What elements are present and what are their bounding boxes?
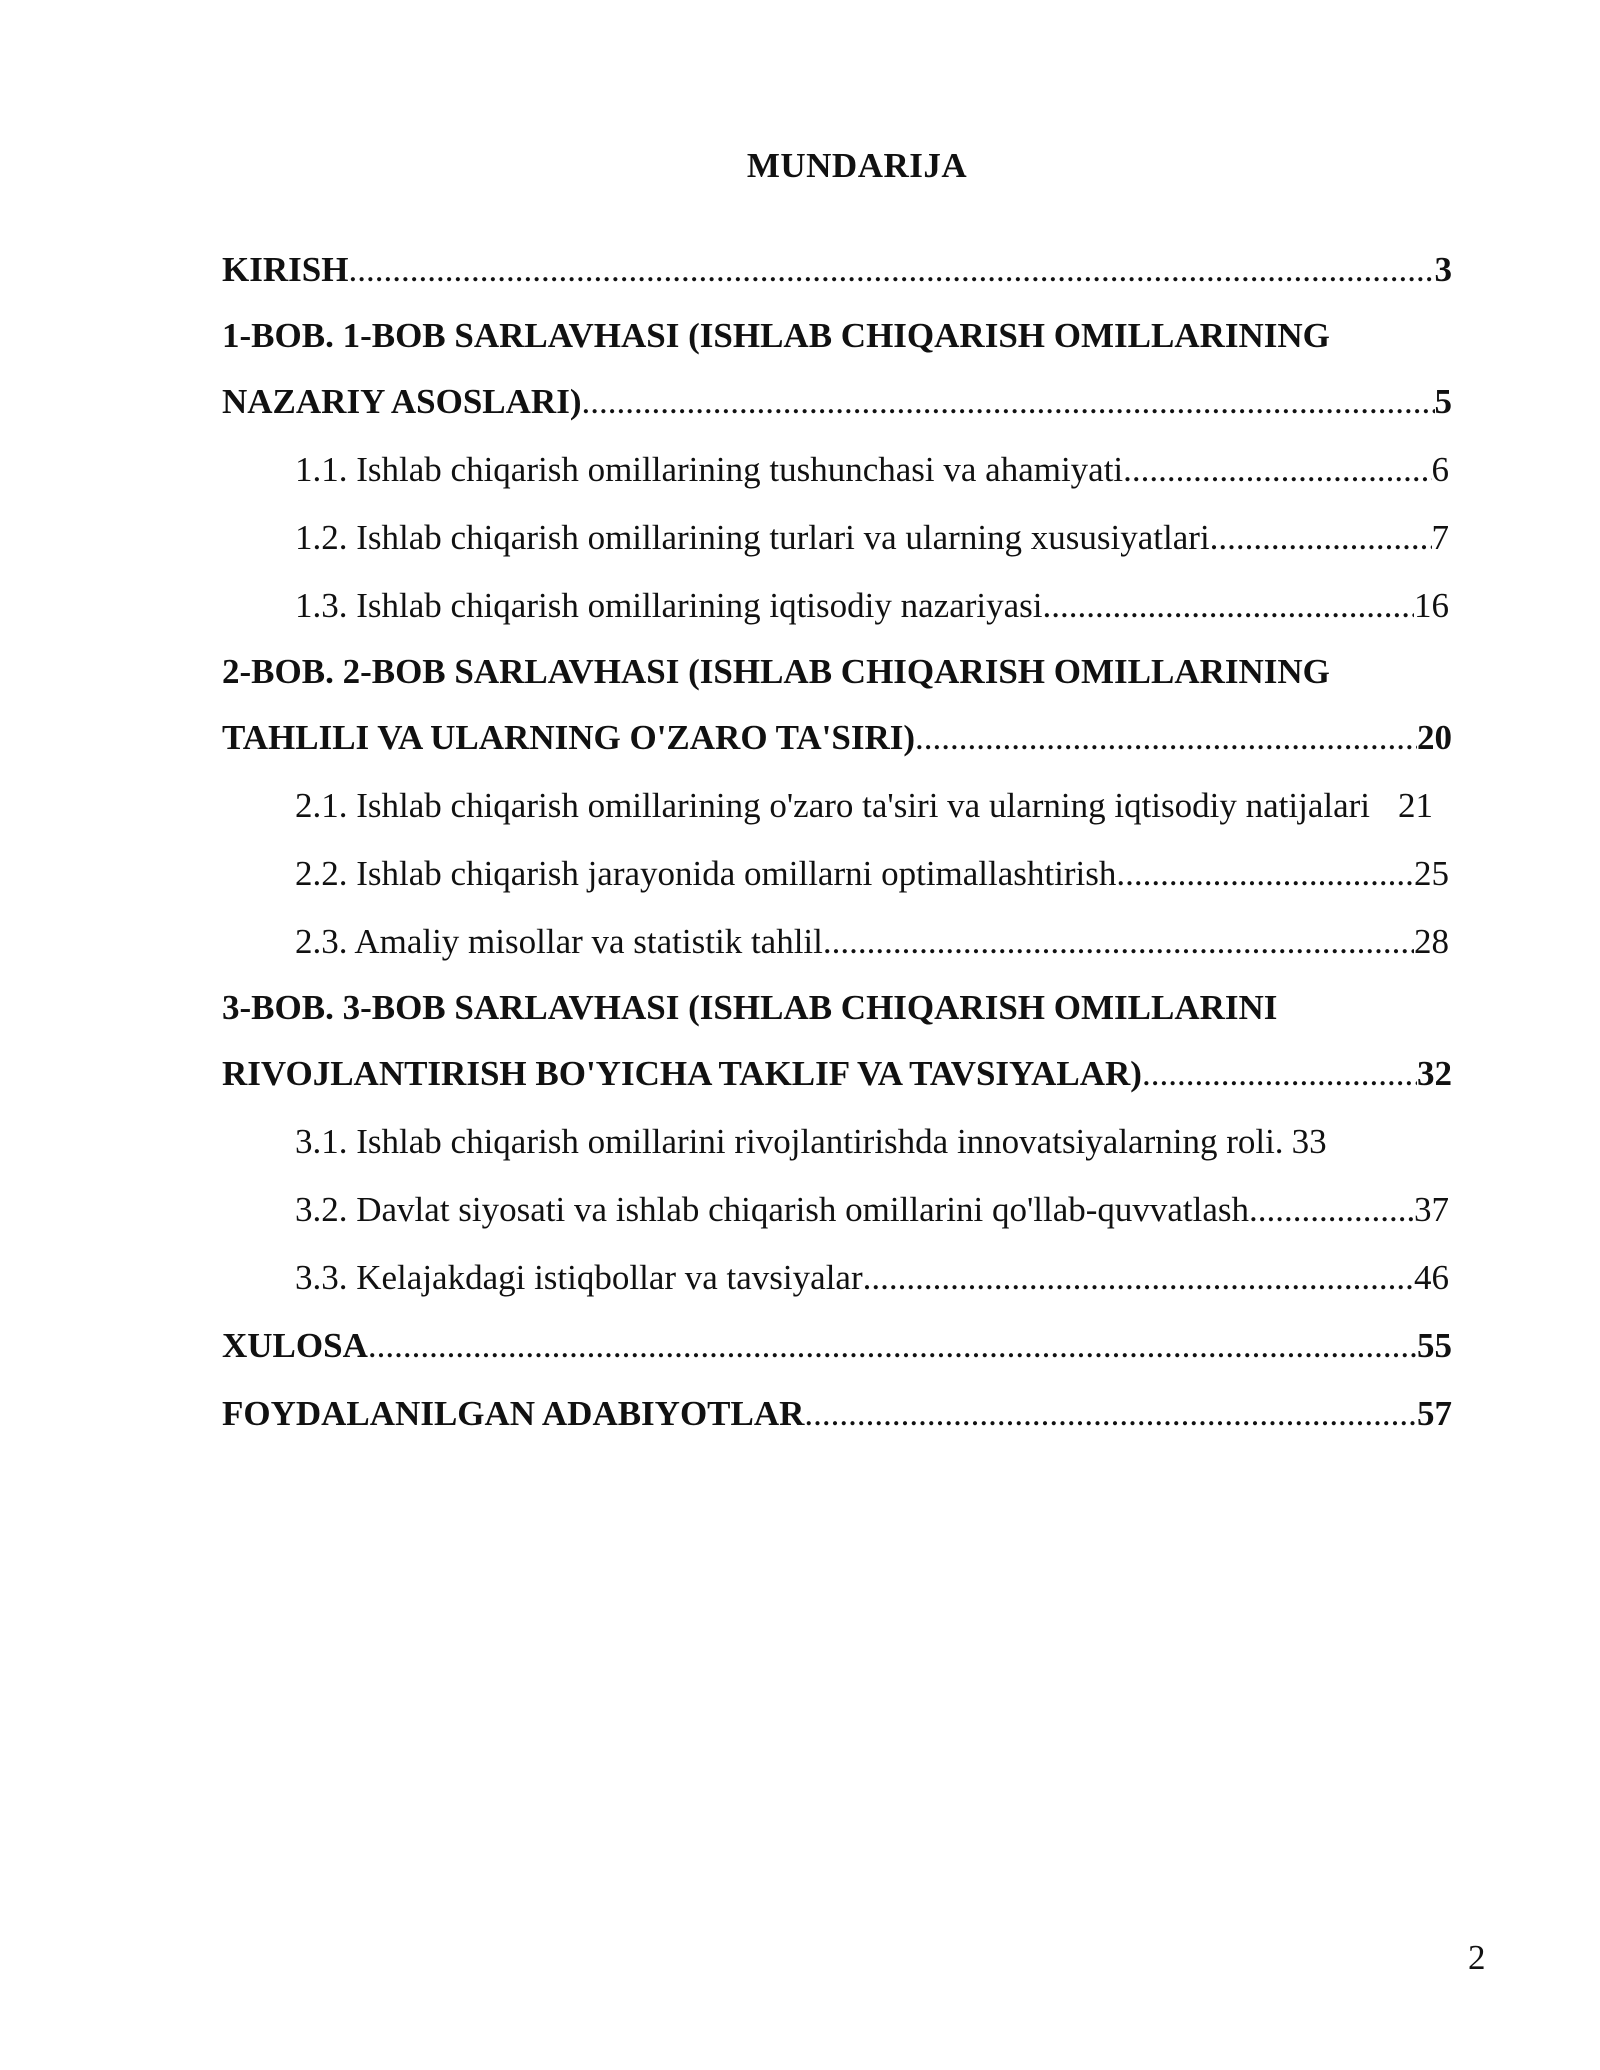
toc-chapter-1-heading-line-1[interactable] bbox=[222, 304, 1452, 368]
leader-dots bbox=[348, 236, 1434, 304]
toc-page-number: 6 bbox=[1431, 450, 1449, 489]
toc-section-2-3[interactable] bbox=[222, 908, 1449, 976]
toc-section-label: 2.2. Ishlab chiqarish jarayonida omillarni optimallashtirish bbox=[295, 854, 1117, 893]
leader-dots bbox=[823, 908, 1414, 976]
toc-page-number: 3 bbox=[1434, 250, 1452, 289]
toc-section-3-2[interactable] bbox=[222, 1176, 1449, 1244]
toc-section-2-2[interactable] bbox=[222, 840, 1449, 908]
toc-page-number: 21 bbox=[1398, 786, 1434, 825]
toc-page-number: 32 bbox=[1417, 1054, 1452, 1093]
toc-page-number: 28 bbox=[1414, 922, 1449, 961]
toc-chapter-label: 2-BOB. 2-BOB SARLAVHASI (ISHLAB CHIQARISH OMILLARINING bbox=[222, 652, 1330, 691]
toc-section-label: 3.3. Kelajakdagi istiqbollar va tavsiyalar bbox=[295, 1258, 863, 1297]
leader-dots bbox=[1043, 572, 1415, 640]
leader-dots bbox=[1249, 1176, 1414, 1244]
toc-section-label: 1.1. Ishlab chiqarish omillarining tushunchasi va ahamiyati bbox=[295, 450, 1124, 489]
toc-chapter-label: NAZARIY ASOSLARI) bbox=[222, 382, 582, 421]
toc-section-3-3[interactable] bbox=[222, 1244, 1449, 1312]
toc-section-label: 3.1. Ishlab chiqarish omillarini rivojlantirishda innovatsiyalarning roli. bbox=[295, 1122, 1284, 1161]
toc-page-number: 46 bbox=[1414, 1258, 1449, 1297]
toc-page-number: 25 bbox=[1414, 854, 1449, 893]
toc-page-number: 55 bbox=[1417, 1326, 1452, 1365]
toc-chapter-3-heading-line-2[interactable] bbox=[222, 1040, 1452, 1108]
toc-page-number: 5 bbox=[1434, 382, 1452, 421]
toc-entry-adabiyotlar[interactable] bbox=[222, 1380, 1452, 1448]
toc-page-number: 7 bbox=[1431, 518, 1449, 557]
toc-chapter-3-heading-line-1[interactable] bbox=[222, 976, 1452, 1040]
toc-section-2-1[interactable] bbox=[222, 772, 1452, 840]
toc-section-label: 3.2. Davlat siyosati va ishlab chiqarish omillarini qo'llab-quvvatlash bbox=[295, 1190, 1250, 1229]
toc-chapter-label: TAHLILI VA ULARNING O'ZARO TA'SIRI) bbox=[222, 718, 916, 757]
toc-section-label: 1.3. Ishlab chiqarish omillarining iqtisodiy nazariyasi bbox=[295, 586, 1043, 625]
toc-chapter-2-heading-line-1[interactable] bbox=[222, 640, 1452, 704]
toc-section-label: 2.1. Ishlab chiqarish omillarining o'zaro ta'siri va ularning iqtisodiy natijalari bbox=[295, 786, 1371, 825]
toc-section-label: 1.2. Ishlab chiqarish omillarining turlari va ularning xususiyatlari bbox=[295, 518, 1210, 557]
leader-dots bbox=[1116, 840, 1414, 908]
toc-entry-kirish[interactable] bbox=[222, 236, 1452, 304]
toc-page-number: 33 bbox=[1291, 1122, 1327, 1161]
toc-page-number: 20 bbox=[1417, 718, 1452, 757]
toc-chapter-1-heading-line-2[interactable] bbox=[222, 368, 1452, 436]
toc-section-1-1[interactable] bbox=[222, 436, 1449, 504]
leader-dots bbox=[581, 368, 1434, 436]
toc-chapter-label: 1-BOB. 1-BOB SARLAVHASI (ISHLAB CHIQARISH OMILLARINING bbox=[222, 316, 1330, 355]
toc-page-number: 16 bbox=[1414, 586, 1449, 625]
leader-dots bbox=[915, 704, 1417, 772]
toc-chapter-label: 3-BOB. 3-BOB SARLAVHASI (ISHLAB CHIQARISH OMILLARINI bbox=[222, 988, 1278, 1027]
leader-dots bbox=[863, 1244, 1414, 1312]
toc-chapter-label: RIVOJLANTIRISH BO'YICHA TAKLIF VA TAVSIYALAR) bbox=[222, 1054, 1142, 1093]
table-of-contents bbox=[222, 236, 1452, 1448]
leader-dots bbox=[368, 1312, 1417, 1380]
toc-section-1-3[interactable] bbox=[222, 572, 1449, 640]
leader-dots bbox=[1210, 504, 1432, 572]
toc-section-label: 2.3. Amaliy misollar va statistik tahlil bbox=[295, 922, 823, 961]
toc-entry-label: FOYDALANILGAN ADABIYOTLAR bbox=[222, 1394, 805, 1433]
toc-entry-label: KIRISH bbox=[222, 250, 349, 289]
leader-dots bbox=[1142, 1040, 1417, 1108]
toc-page-number: 57 bbox=[1417, 1394, 1452, 1433]
toc-entry-label: XULOSA bbox=[222, 1326, 368, 1365]
toc-title: MUNDARIJA bbox=[746, 146, 968, 185]
toc-entry-xulosa[interactable] bbox=[222, 1312, 1452, 1380]
toc-section-3-1[interactable] bbox=[222, 1108, 1449, 1176]
page-number: 2 bbox=[1468, 1938, 1486, 1977]
toc-section-1-2[interactable] bbox=[222, 504, 1449, 572]
leader-dots bbox=[804, 1380, 1417, 1448]
toc-page-number: 37 bbox=[1414, 1190, 1449, 1229]
toc-chapter-2-heading-line-2[interactable] bbox=[222, 704, 1452, 772]
leader-dots bbox=[1123, 436, 1431, 504]
